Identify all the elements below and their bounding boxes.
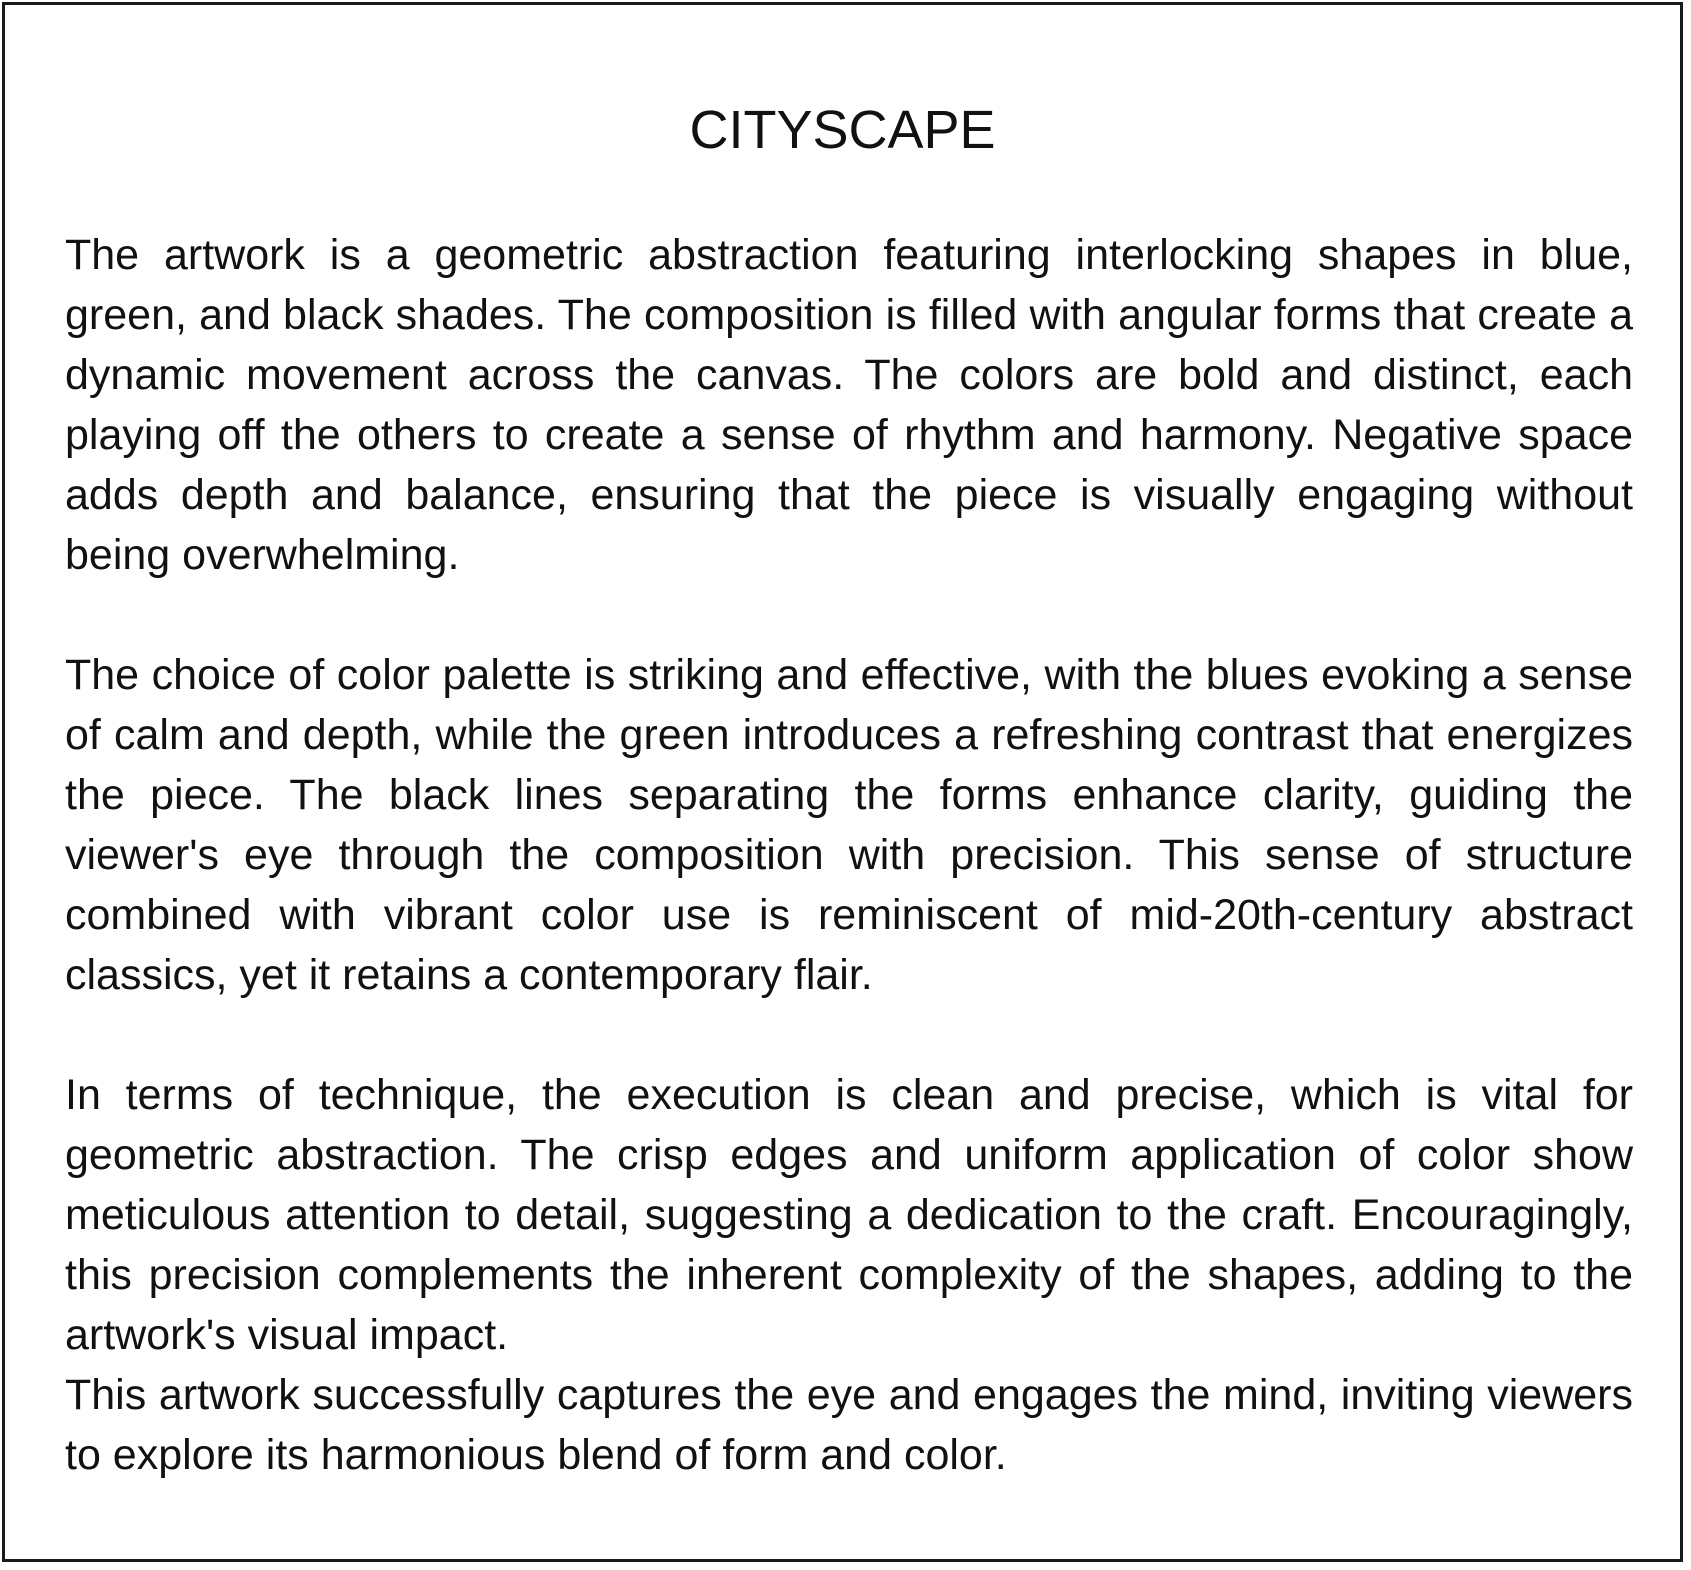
paragraph-2: The choice of color palette is striking and effective, with the blues evoking a sense of calm and depth, while the green introduces a refreshing contrast that energizes the piece. The black lines separating the forms enhance clarity, guiding the viewer's eye through the composition with precision. This sense of structure combined with vibrant color use is reminiscent of mid-20th-century abstract classics, yet it retains a contemporary flair. (65, 651, 1633, 999)
paragraph-3: In terms of technique, the execution is clean and precise, which is vital for geometric abstraction. The crisp edges and uniform application of color show meticulous attention to detail, suggesting a dedication to the craft. Encouragingly, this precision complements the inherent complexity of the shapes, adding to the artwork's visual impact. (65, 1071, 1633, 1359)
paragraph-1: The artwork is a geometric abstraction featuring interlocking shapes in blue, green, and black shades. The composition is filled with angular forms that create a dynamic movement across the canvas. The colors are bold and distinct, each playing off the others to create a sense of rhythm and harmony. Negative space adds depth and balance, ensuring that the piece is visually engaging without being overwhelming. (65, 231, 1633, 579)
paragraph-4: This artwork successfully captures the eye and engages the mind, inviting viewers to explore its harmonious blend of form and color. (65, 1371, 1633, 1479)
document-body (65, 225, 1633, 1485)
page-title: CITYSCAPE (689, 100, 996, 160)
document-frame (2, 2, 1683, 1562)
